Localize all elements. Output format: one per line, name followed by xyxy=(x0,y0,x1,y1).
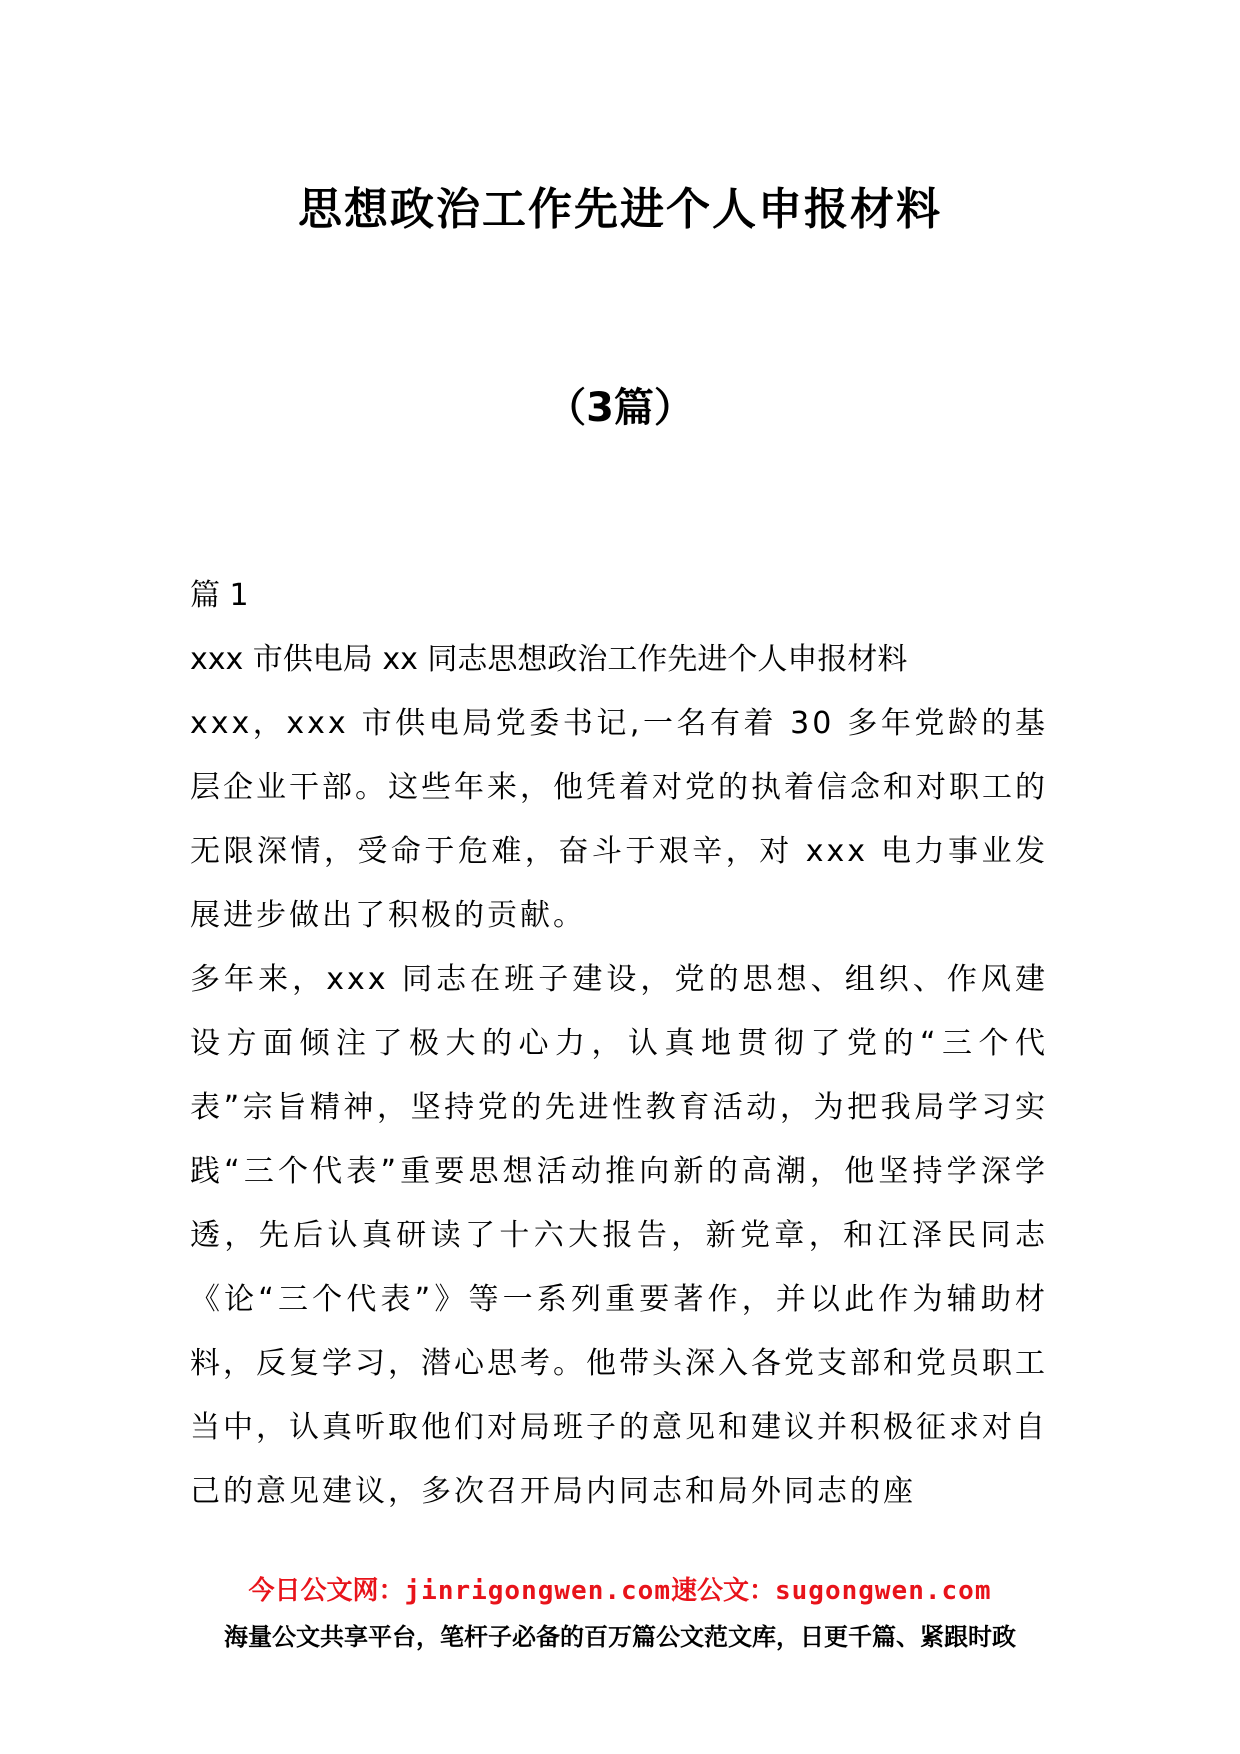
footer-site2-name: 速公文： xyxy=(670,1576,775,1606)
footer-site1-link[interactable]: jinrigongwen.com xyxy=(404,1576,671,1606)
footer-site1-name: 今日公文网： xyxy=(248,1576,405,1606)
section-heading: 篇 1 xyxy=(190,578,249,613)
article-heading: xxx 市供电局 xx 同志思想政治工作先进个人申报材料 xyxy=(190,642,908,677)
document-subtitle: （3篇） xyxy=(546,385,694,431)
document-title: 思想政治工作先进个人申报材料 xyxy=(298,184,942,235)
footer-site2-link[interactable]: sugongwen.com xyxy=(774,1576,992,1606)
body-paragraph: 多年来，xxx 同志在班子建设，党的思想、组织、作风建设方面倾注了极大的心力，认真地贯彻了党的“三个代表”宗旨精神，坚持党的先进性教育活动，为把我局学习实践“三个代表”重要思想活动推向新的高潮，他坚持学深学透，先后认真研读了十六大报告，新党章，和江泽民同志《论“三个代表”》等一系列重要著作，并以此作为辅助材料，反复学习，潜心思考。他带头深入各党支部和党员职工当中，认真听取他们对局班子的意见和建议并积极征求对自己的意见建议，多次召开局内同志和局外同志的座 xyxy=(190,962,1048,1509)
footer-links xyxy=(0,1573,1240,1609)
document-body xyxy=(190,564,1048,1524)
footer-tagline: 海量公文共享平台，笔杆子必备的百万篇公文范文库，日更千篇、紧跟时政 xyxy=(224,1623,1016,1651)
body-paragraph: xxx，xxx 市供电局党委书记,一名有着 30 多年党龄的基层企业干部。这些年来，他凭着对党的执着信念和对职工的无限深情，受命于危难，奋斗于艰辛，对 xxx 电力事业发展进步做出了积极的贡献。 xyxy=(190,706,1048,933)
